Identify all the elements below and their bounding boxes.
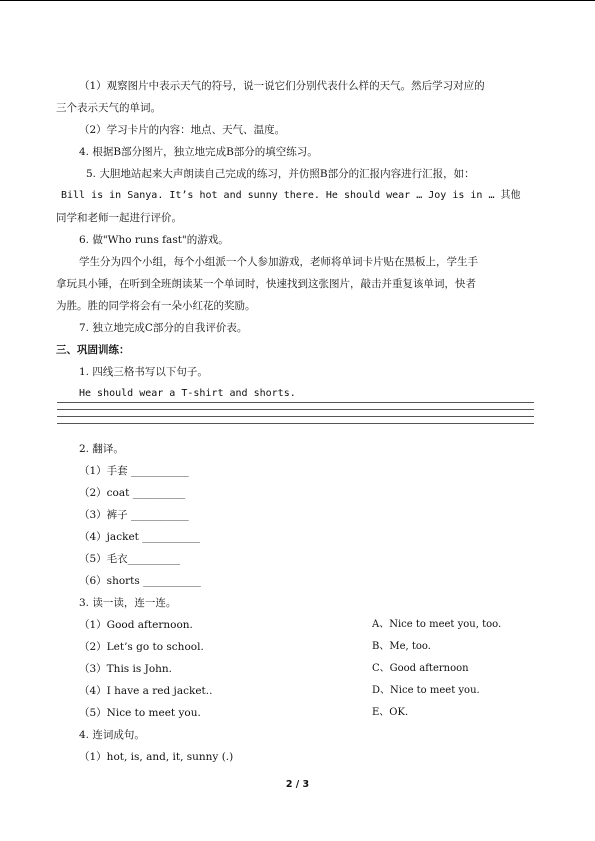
match-left-item: （3）This is John. xyxy=(79,663,173,675)
page-top-border xyxy=(0,0,595,1)
paragraph-line: 4. 根据B部分图片，独立地完成B部分的填空练习。 xyxy=(79,146,318,158)
paragraph-line: 同学和老师一起进行评价。 xyxy=(56,212,182,224)
match-left-item: （4）I have a red jacket.. xyxy=(79,685,213,697)
translate-item: （3）裤子 ___________ xyxy=(79,509,189,521)
translate-item: （6）shorts ___________ xyxy=(79,575,201,587)
match-right-item: D、Nice to meet you. xyxy=(372,685,480,696)
translate-item: （1）手套 ___________ xyxy=(79,465,189,477)
question-1: 1. 四线三格书写以下句子。 xyxy=(79,366,208,378)
match-left-item: （1）Good afternoon. xyxy=(79,619,193,631)
paragraph-line: Bill is in Sanya. It’s hot and sunny there. He should wear … Joy is in … 其他 xyxy=(61,190,521,201)
match-left-item: （2）Let’s go to school. xyxy=(79,641,204,653)
paragraph-line: 为胜。胜的同学将会有一朵小红花的奖励。 xyxy=(56,300,256,312)
paragraph-line: （1）观察图片中表示天气的符号，说一说它们分别代表什么样的天气。然后学习对应的 xyxy=(79,80,485,92)
question-3: 3. 读一读，连一连。 xyxy=(79,597,177,609)
translate-item: （4）jacket ___________ xyxy=(79,531,200,543)
translate-item: （5）毛衣__________ xyxy=(79,553,181,565)
match-right-item: C、Good afternoon xyxy=(372,663,469,674)
paragraph-line: 学生分为四个小组，每个小组派一个人参加游戏，老师将单词卡片贴在黑板上，学生手 xyxy=(79,256,478,268)
section-heading: 三、巩固训练： xyxy=(56,344,130,356)
paragraph-line: 拿玩具小锤，在听到全班朗读某一个单词时，快速找到这张图片，敲击并重复该单词，快者 xyxy=(56,278,476,290)
paragraph-line: （2）学习卡片的内容：地点、天气、温度。 xyxy=(79,124,286,136)
match-left-item: （5）Nice to meet you. xyxy=(79,707,201,719)
paragraph-line: 6. 做"Who runs fast"的游戏。 xyxy=(79,234,229,246)
question-4-item: （1）hot, is, and, it, sunny (.) xyxy=(79,751,234,763)
match-right-item: B、Me, too. xyxy=(372,641,431,652)
paragraph-line: 三个表示天气的单词。 xyxy=(56,102,161,114)
writing-line xyxy=(57,409,534,410)
match-right-item: A、Nice to meet you, too. xyxy=(372,619,502,630)
question-2: 2. 翻译。 xyxy=(79,443,124,455)
match-right-item: E、OK. xyxy=(372,707,409,718)
page-number: 2 / 3 xyxy=(285,779,310,790)
paragraph-line: 7. 独立地完成C部分的自我评价表。 xyxy=(79,322,248,334)
handwriting-sentence: He should wear a T-shirt and shorts. xyxy=(79,388,296,399)
writing-line xyxy=(57,402,534,403)
writing-line xyxy=(57,423,534,424)
question-4: 4. 连词成句。 xyxy=(79,729,145,741)
translate-item: （2）coat __________ xyxy=(79,487,186,499)
writing-line xyxy=(57,416,534,417)
paragraph-line: 5. 大胆地站起来大声朗读自己完成的练习，并仿照B部分的汇报内容进行汇报，如： xyxy=(86,168,475,180)
